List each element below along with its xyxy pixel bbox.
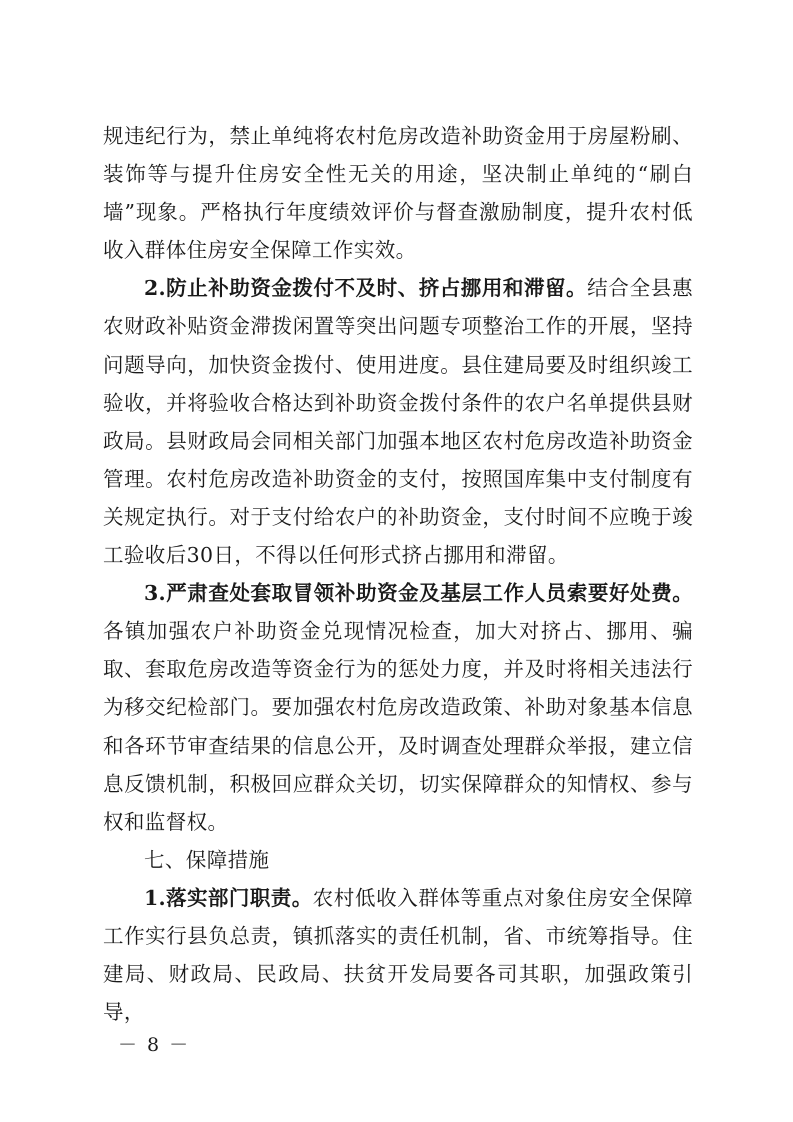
page-number: － 8 － <box>118 1034 191 1056</box>
paragraph-lead: 3.严肃查处套取冒领补助资金及基层工作人员索要好处费。 <box>144 581 693 606</box>
paragraph-subsidy-disbursement <box>103 269 693 574</box>
paragraph-fraud-investigation <box>103 574 693 841</box>
section-heading: 七、保障措施 <box>144 847 270 872</box>
paragraph-lead: 2.防止补助资金拨付不及时、挤占挪用和滞留。 <box>144 276 588 301</box>
paragraph-department-duties <box>103 879 693 1031</box>
paragraph-text: 结合全县惠农财政补贴资金滞拨闲置等突出问题专项整治工作的开展，坚持问题导向，加快资金拨付、使用进度。县住建局要及时组织竣工验收，并将验收合格达到补助资金拨付条件的农户名单提供县财政局。县财政局会同相关部门加强本地区农村危房改造补助资金管理。农村危房改造补助资金的支付，按照国库集中支付制度有关规定执行。对于支付给农户的补助资金，支付时间不应晚于竣工验收后30日，不得以任何形式挤占挪用和滞留。 <box>103 276 693 568</box>
document-body <box>103 117 693 1031</box>
paragraph-text: 农村低收入群体等重点对象住房安全保障工作实行县负总责，镇抓落实的责任机制，省、市统筹指导。住建局、财政局、民政局、扶贫开发局要各司其职，加强政策引导， <box>103 885 693 1025</box>
paragraph-lead: 1.落实部门职责。 <box>144 885 313 910</box>
paragraph-continuation <box>103 117 693 269</box>
paragraph-text: 各镇加强农户补助资金兑现情况检查，加大对挤占、挪用、骗取、套取危房改造等资金行为的惩处力度，并及时将相关违法行为移交纪检部门。要加强农村危房改造政策、补助对象基本信息和各环节审查结果的信息公开，及时调查处理群众举报，建立信息反馈机制，积极回应群众关切，切实保障群众的知情权、参与权和监督权。 <box>103 619 693 834</box>
paragraph-text: 规违纪行为，禁止单纯将农村危房改造补助资金用于房屋粉刷、装饰等与提升住房安全性无关的用途，坚决制止单纯的“刷白墙”现象。严格执行年度绩效评价与督查激励制度，提升农村低收入群体住房安全保障工作实效。 <box>103 124 693 263</box>
